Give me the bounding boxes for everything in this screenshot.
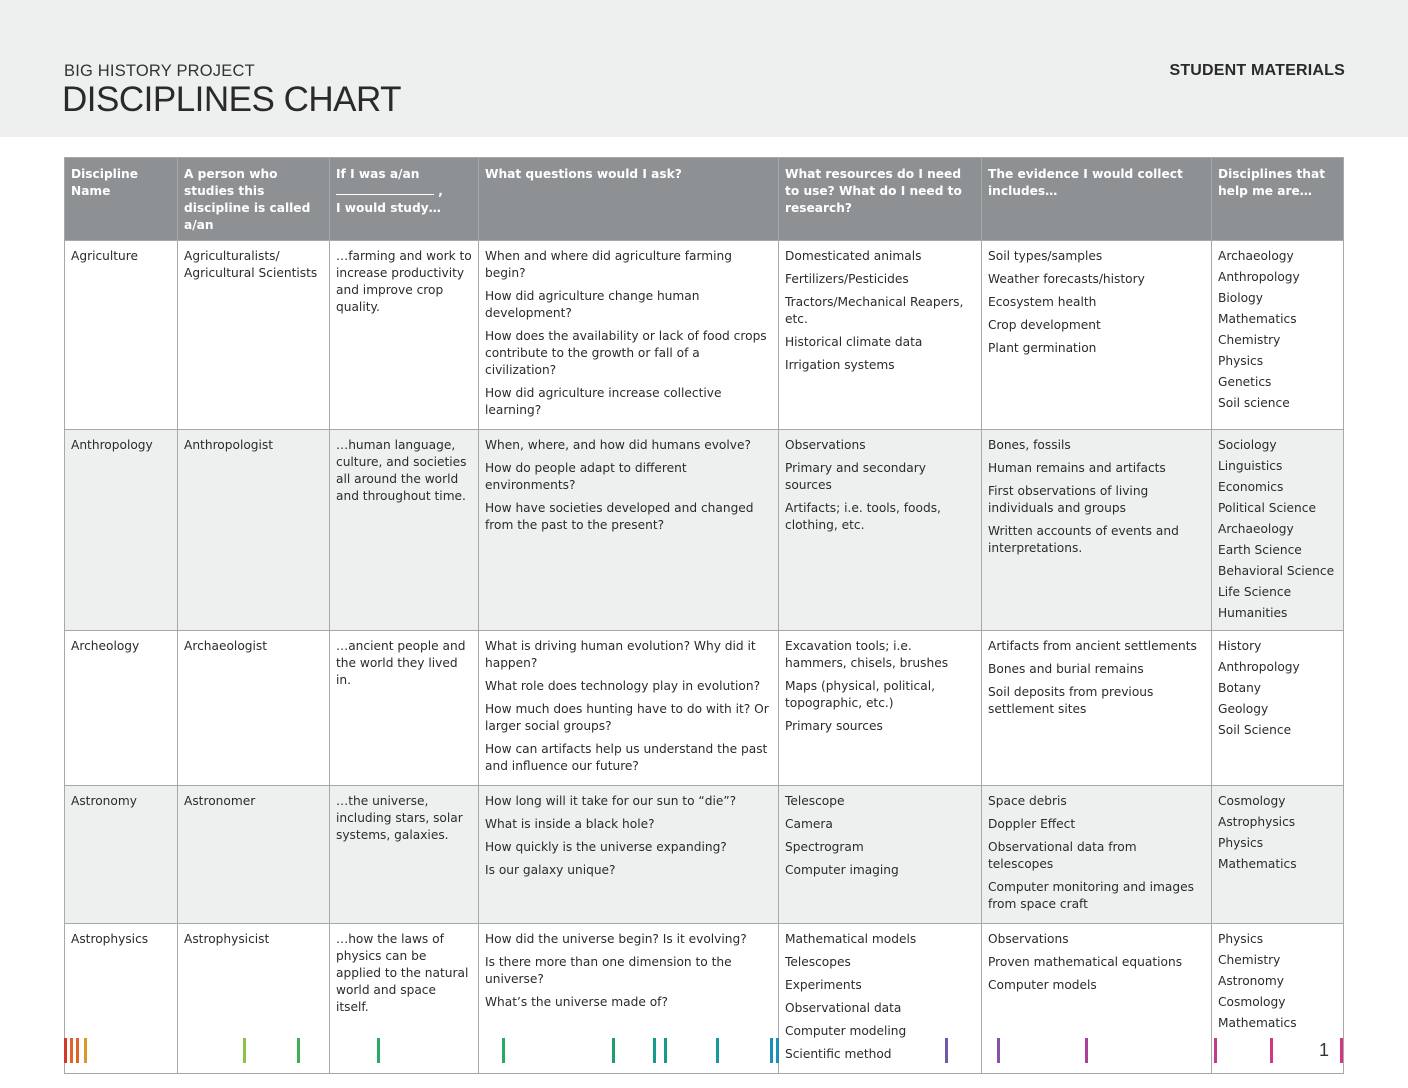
color-bar: [1270, 1038, 1273, 1063]
helper-discipline-item: Linguistics: [1218, 459, 1283, 473]
table-row: [65, 786, 1344, 924]
col-header-person: A person who studies this discipline is called a/an: [178, 158, 330, 241]
question-item: How do people adapt to different environments?: [485, 461, 687, 492]
col-header-resources: What resources do I need to use? What do I need to research?: [779, 158, 982, 241]
helper-discipline-item: Chemistry: [1218, 333, 1281, 347]
page-number: 1: [1319, 1040, 1330, 1060]
evidence-item: Computer monitoring and images from space craft: [988, 880, 1194, 911]
resource-item: Computer modeling: [785, 1024, 907, 1038]
table-row: [65, 631, 1344, 786]
evidence-item: Space debris: [988, 794, 1067, 808]
resource-item: Irrigation systems: [785, 358, 895, 372]
evidence-cell: [982, 241, 1212, 430]
color-bar: [377, 1038, 380, 1063]
evidence-item: Observational data from telescopes: [988, 840, 1137, 871]
evidence-item: Bones, fossils: [988, 438, 1071, 452]
resource-item: Telescopes: [785, 955, 851, 969]
helper-discipline-cell: [1212, 631, 1344, 786]
header-row: [65, 158, 1344, 241]
question-item: How long will it take for our sun to “die”?: [485, 794, 737, 808]
col-header-study-line1: If I was a/an: [336, 167, 420, 181]
footer-color-bars: [0, 1038, 1408, 1064]
resource-item: Spectrogram: [785, 840, 864, 854]
resource-item: Historical climate data: [785, 335, 923, 349]
question-item: How can artifacts help us understand the past and influence our future?: [485, 742, 768, 773]
question-item: How did agriculture change human development?: [485, 289, 700, 320]
evidence-item: Soil types/samples: [988, 249, 1103, 263]
page-title: DISCIPLINES CHART: [62, 80, 401, 119]
resource-item: Maps (physical, political, topographic, etc.): [785, 679, 935, 710]
col-header-questions: What questions would I ask?: [479, 158, 779, 241]
helper-discipline-item: Life Science: [1218, 585, 1292, 599]
evidence-item: Ecosystem health: [988, 295, 1097, 309]
person-title: Anthropologist: [178, 430, 330, 631]
discipline-name: Astronomy: [65, 786, 178, 924]
evidence-item: Human remains and artifacts: [988, 461, 1166, 475]
resource-item: Camera: [785, 817, 833, 831]
color-bar: [776, 1038, 779, 1063]
evidence-item: Observations: [988, 932, 1069, 946]
resource-cell: [779, 631, 982, 786]
helper-discipline-item: Mathematics: [1218, 312, 1297, 326]
person-title: Archaeologist: [178, 631, 330, 786]
helper-discipline-item: Archaeology: [1218, 249, 1294, 263]
helper-discipline-item: Astronomy: [1218, 974, 1284, 988]
resource-item: Observational data: [785, 1001, 902, 1015]
question-item: How did the universe begin? Is it evolving?: [485, 932, 747, 946]
helper-discipline-item: Biology: [1218, 291, 1263, 305]
evidence-item: Weather forecasts/history: [988, 272, 1145, 286]
col-header-study: If I was a/an , I would study…: [330, 158, 479, 241]
evidence-item: Proven mathematical equations: [988, 955, 1183, 969]
color-bar: [1214, 1038, 1217, 1063]
resource-item: Computer imaging: [785, 863, 899, 877]
color-bar: [64, 1038, 67, 1063]
helper-discipline-item: Anthropology: [1218, 660, 1300, 674]
table-row: [65, 430, 1344, 631]
disciplines-table: [64, 157, 1344, 1074]
helper-discipline-item: Genetics: [1218, 375, 1272, 389]
resource-item: Excavation tools; i.e. hammers, chisels, brushes: [785, 639, 949, 670]
question-item: What role does technology play in evolution?: [485, 679, 761, 693]
color-bar: [770, 1038, 773, 1063]
color-bar: [653, 1038, 656, 1063]
person-title: Astrophysicist: [178, 924, 330, 1074]
helper-discipline-item: Physics: [1218, 354, 1264, 368]
evidence-item: Plant germination: [988, 341, 1097, 355]
question-item: How much does hunting have to do with it? Or larger social groups?: [485, 702, 769, 733]
resource-item: Domesticated animals: [785, 249, 922, 263]
color-bar: [945, 1038, 948, 1063]
question-item: How did agriculture increase collective learning?: [485, 386, 722, 417]
color-bar: [997, 1038, 1000, 1063]
color-bar: [76, 1038, 79, 1063]
helper-discipline-item: Earth Science: [1218, 543, 1302, 557]
resource-cell: [779, 430, 982, 631]
helper-discipline-item: Physics: [1218, 932, 1264, 946]
evidence-cell: [982, 430, 1212, 631]
helper-discipline-item: Chemistry: [1218, 953, 1281, 967]
helper-discipline-item: Soil science: [1218, 396, 1290, 410]
helper-discipline-item: History: [1218, 639, 1262, 653]
color-bar: [84, 1038, 87, 1063]
question-item: What is inside a black hole?: [485, 817, 655, 831]
discipline-name: Astrophysics: [65, 924, 178, 1074]
student-materials-label: STUDENT MATERIALS: [1169, 62, 1345, 79]
helper-discipline-cell: [1212, 786, 1344, 924]
discipline-name: Archeology: [65, 631, 178, 786]
col-header-evidence: The evidence I would collect includes…: [982, 158, 1212, 241]
helper-discipline-cell: [1212, 241, 1344, 430]
project-label: BIG HISTORY PROJECT: [64, 62, 255, 80]
study-description: …ancient people and the world they lived in.: [330, 631, 479, 786]
evidence-item: First observations of living individuals and groups: [988, 484, 1149, 515]
color-bar: [1085, 1038, 1088, 1063]
question-item: Is there more than one dimension to the universe?: [485, 955, 732, 986]
color-bar: [716, 1038, 719, 1063]
color-bar: [297, 1038, 300, 1063]
discipline-name: Agriculture: [65, 241, 178, 430]
color-bar: [664, 1038, 667, 1063]
helper-discipline-item: Behavioral Science: [1218, 564, 1335, 578]
color-bar: [502, 1038, 505, 1063]
question-item: When and where did agriculture farming begin?: [485, 249, 733, 280]
evidence-item: Crop development: [988, 318, 1101, 332]
resource-item: Tractors/Mechanical Reapers, etc.: [785, 295, 964, 326]
helper-discipline-item: Humanities: [1218, 606, 1288, 620]
resource-item: Mathematical models: [785, 932, 917, 946]
study-description: …how the laws of physics can be applied to the natural world and space itself.: [330, 924, 479, 1074]
table-body: [65, 241, 1344, 1074]
resource-item: Telescope: [785, 794, 845, 808]
helper-discipline-item: Astrophysics: [1218, 815, 1296, 829]
evidence-item: Computer models: [988, 978, 1097, 992]
evidence-cell: [982, 786, 1212, 924]
helper-discipline-item: Economics: [1218, 480, 1284, 494]
evidence-item: Bones and burial remains: [988, 662, 1144, 676]
question-item: When, where, and how did humans evolve?: [485, 438, 751, 452]
resource-item: Fertilizers/Pesticides: [785, 272, 909, 286]
evidence-item: Written accounts of events and interpretations.: [988, 524, 1179, 555]
table-row: [65, 241, 1344, 430]
fill-in-blank: [336, 184, 434, 195]
discipline-name: Anthropology: [65, 430, 178, 631]
evidence-item: Soil deposits from previous settlement sites: [988, 685, 1154, 716]
helper-discipline-item: Geology: [1218, 702, 1269, 716]
resource-cell: [779, 241, 982, 430]
evidence-cell: [982, 631, 1212, 786]
color-bar: [243, 1038, 246, 1063]
question-cell: [479, 631, 779, 786]
question-item: What is driving human evolution? Why did it happen?: [485, 639, 756, 670]
resource-item: Scientific method: [785, 1047, 892, 1061]
color-bar: [70, 1038, 73, 1063]
person-title: Astronomer: [178, 786, 330, 924]
question-item: How does the availability or lack of food crops contribute to the growth or fall of a civilization?: [485, 329, 767, 377]
helper-discipline-item: Anthropology: [1218, 270, 1300, 284]
resource-item: Primary and secondary sources: [785, 461, 926, 492]
helper-discipline-item: Cosmology: [1218, 995, 1286, 1009]
col-header-helpers: Disciplines that help me are…: [1212, 158, 1344, 241]
helper-discipline-item: Cosmology: [1218, 794, 1286, 808]
evidence-item: Doppler Effect: [988, 817, 1076, 831]
resource-cell: [779, 786, 982, 924]
resource-item: Experiments: [785, 978, 862, 992]
helper-discipline-item: Mathematics: [1218, 1016, 1297, 1030]
color-bar: [612, 1038, 615, 1063]
question-item: How quickly is the universe expanding?: [485, 840, 727, 854]
study-description: …farming and work to increase productivity and improve crop quality.: [330, 241, 479, 430]
helper-discipline-item: Botany: [1218, 681, 1262, 695]
person-title: Agriculturalists/ Agricultural Scientists: [178, 241, 330, 430]
question-cell: [479, 241, 779, 430]
helper-discipline-item: Physics: [1218, 836, 1264, 850]
col-header-name: Discipline Name: [65, 158, 178, 241]
question-cell: [479, 786, 779, 924]
resource-item: Artifacts; i.e. tools, foods, clothing, etc.: [785, 501, 941, 532]
helper-discipline-item: Soil Science: [1218, 723, 1292, 737]
helper-discipline-item: Political Science: [1218, 501, 1316, 515]
color-bar: [1340, 1038, 1343, 1063]
evidence-item: Artifacts from ancient settlements: [988, 639, 1197, 653]
question-item: Is our galaxy unique?: [485, 863, 616, 877]
resource-item: Primary sources: [785, 719, 883, 733]
resource-item: Observations: [785, 438, 866, 452]
page-header: [0, 0, 1408, 137]
col-header-study-line2: I would study…: [336, 201, 441, 215]
question-item: What’s the universe made of?: [485, 995, 668, 1009]
study-description: …human language, culture, and societies all around the world and throughout time.: [330, 430, 479, 631]
question-cell: [479, 430, 779, 631]
study-description: …the universe, including stars, solar systems, galaxies.: [330, 786, 479, 924]
helper-discipline-item: Archaeology: [1218, 522, 1294, 536]
helper-discipline-item: Sociology: [1218, 438, 1277, 452]
question-item: How have societies developed and changed from the past to the present?: [485, 501, 754, 532]
helper-discipline-cell: [1212, 430, 1344, 631]
helper-discipline-item: Mathematics: [1218, 857, 1297, 871]
